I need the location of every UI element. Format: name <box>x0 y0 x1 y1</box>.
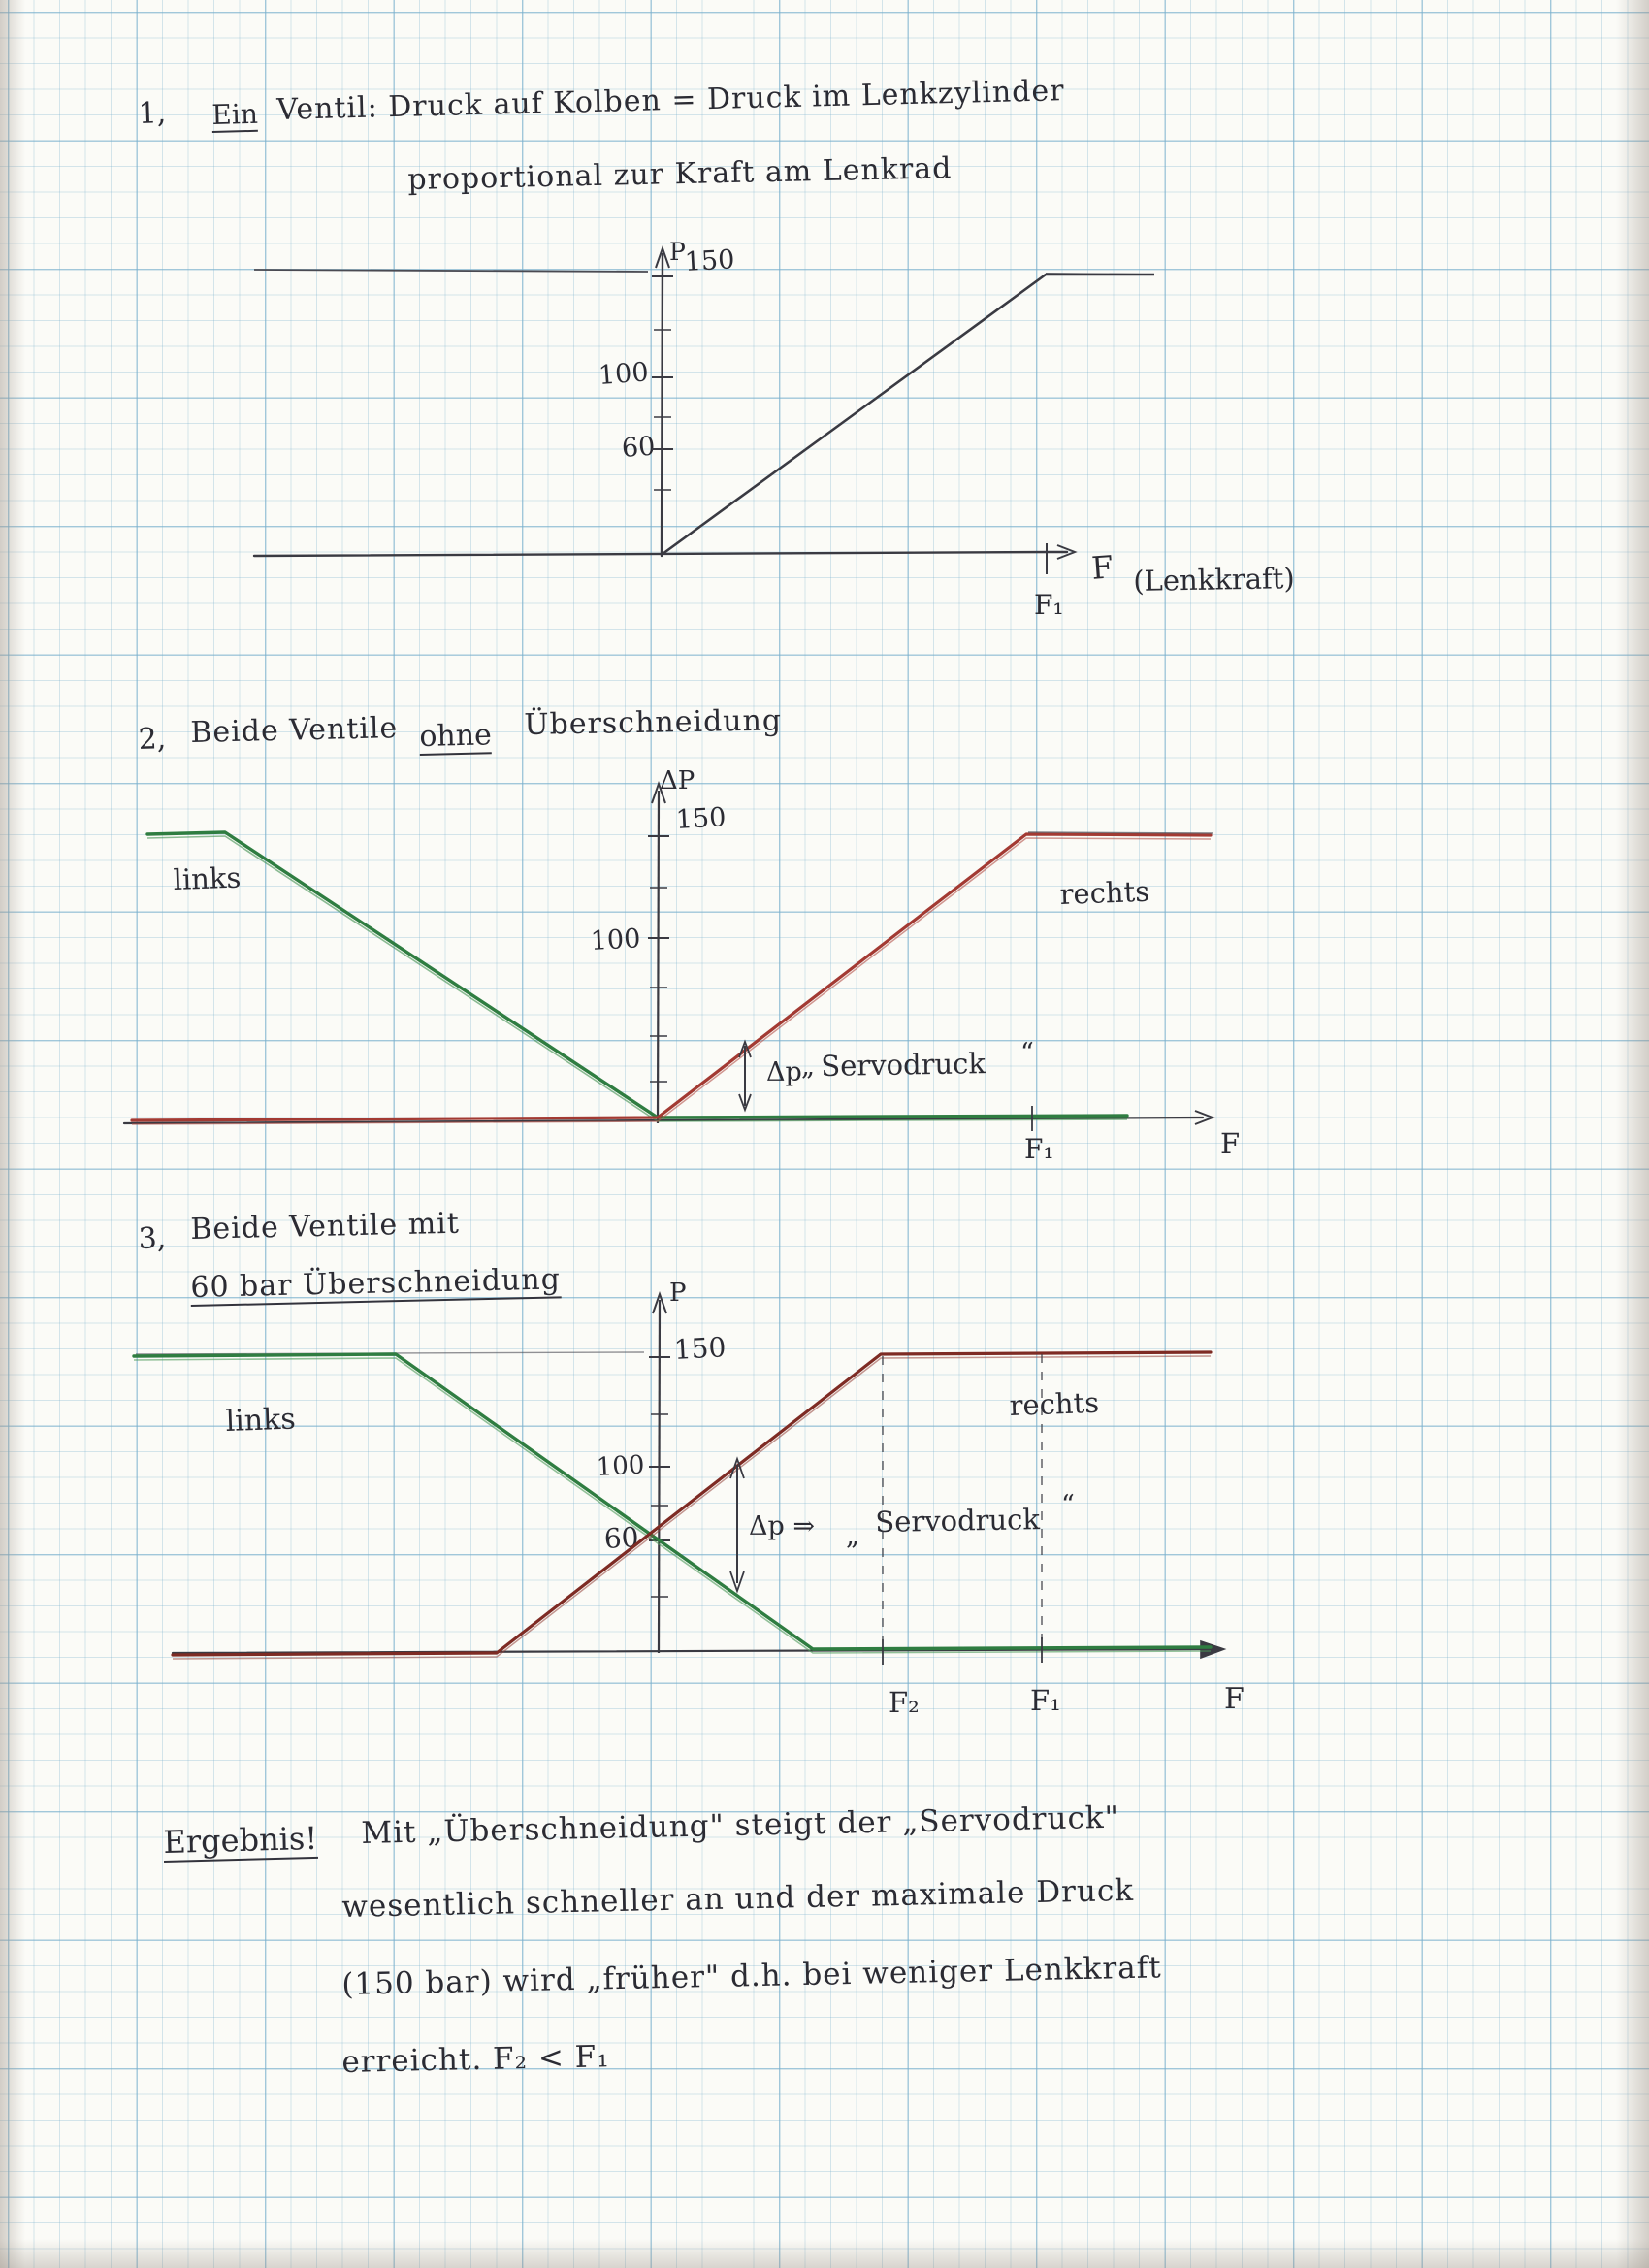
chart-3-servo-quote-open: „ <box>846 1521 859 1551</box>
chart-3-ytick-60: 60 <box>603 1521 640 1555</box>
chart-2-ytick-100: 100 <box>590 923 642 956</box>
chart-1-x-axis-note: (Lenkkraft) <box>1133 562 1295 598</box>
chart-1-ytick-60: 60 <box>621 431 657 464</box>
chart-1-ytick-150: 150 <box>684 244 736 277</box>
chart-3-servo-label: Servodruck <box>875 1503 1041 1539</box>
chart-2-servo-label: Servodruck <box>821 1047 986 1083</box>
paper-edge-left <box>0 0 25 2268</box>
paper-edge-right <box>1616 0 1649 2268</box>
chart-1-y-axis-label: P <box>669 238 686 266</box>
chart-1-f1-label: F₁ <box>1034 589 1064 621</box>
conclusion-line-3: (150 bar) wird „früher" d.h. bei weniger Lenkkraft <box>341 1950 1162 2002</box>
chart-2-servo-quote-open: „ <box>801 1052 815 1082</box>
chart-2-ytick-150: 150 <box>675 802 728 835</box>
section-2-number: 2, <box>138 722 167 757</box>
section-3-heading-line2: 60 bar Überschneidung <box>190 1262 562 1305</box>
paper-edge-bottom <box>0 2239 1649 2268</box>
chart-3-servo-quote-close: “ <box>1061 1490 1075 1520</box>
section-2-heading-post: Überschneidung <box>524 703 783 742</box>
chart-2-legend-right: rechts <box>1059 874 1150 911</box>
chart-3-legend-right: rechts <box>1009 1385 1100 1422</box>
chart-2-y-axis-label: ΔP <box>660 766 695 795</box>
chart-1-x-axis-label: F <box>1090 548 1115 587</box>
conclusion-line-1: Mit „Überschneidung" steigt der „Servodruck" <box>361 1799 1120 1851</box>
chart-3-ytick-100: 100 <box>596 1450 646 1482</box>
chart-2-x-axis-label: F <box>1220 1127 1241 1160</box>
chart-2-delta-label: Δp <box>766 1057 802 1087</box>
chart-3-f1-label: F₁ <box>1030 1684 1061 1717</box>
section-1-heading: Ventil: Druck auf Kolben = Druck im Lenkzylinder <box>276 74 1065 127</box>
chart-3-delta-label: Δp ⇒ <box>749 1511 815 1541</box>
section-2-heading-pre: Beide Ventile <box>190 711 399 750</box>
section-1-number: 1, <box>138 96 167 131</box>
section-3-heading-line1: Beide Ventile mit <box>190 1206 461 1247</box>
chart-3-y-axis-label: P <box>669 1279 687 1308</box>
section-1-heading-underlined: Ein <box>211 97 259 131</box>
section-3-number: 3, <box>138 1221 167 1256</box>
chart-3-ytick-150: 150 <box>673 1331 728 1366</box>
chart-3-f2-label: F₂ <box>889 1686 920 1719</box>
chart-2-legend-left: links <box>173 860 242 896</box>
conclusion-label: Ergebnis! <box>163 1819 318 1861</box>
chart-3-legend-left: links <box>225 1402 297 1439</box>
chart-2-servo-quote-close: “ <box>1020 1038 1034 1068</box>
chart-2-f1-label: F₁ <box>1024 1133 1054 1165</box>
chart-3-x-axis-label: F <box>1224 1682 1245 1716</box>
conclusion-line-2: wesentlich schneller an und der maximale Druck <box>341 1872 1135 1925</box>
chart-1-ytick-100: 100 <box>598 357 650 391</box>
section-1-heading-line2: proportional zur Kraft am Lenkrad <box>407 151 953 197</box>
conclusion-line-4: erreicht. F₂ < F₁ <box>341 2039 610 2080</box>
section-2-heading-underlined: ohne <box>419 718 493 754</box>
